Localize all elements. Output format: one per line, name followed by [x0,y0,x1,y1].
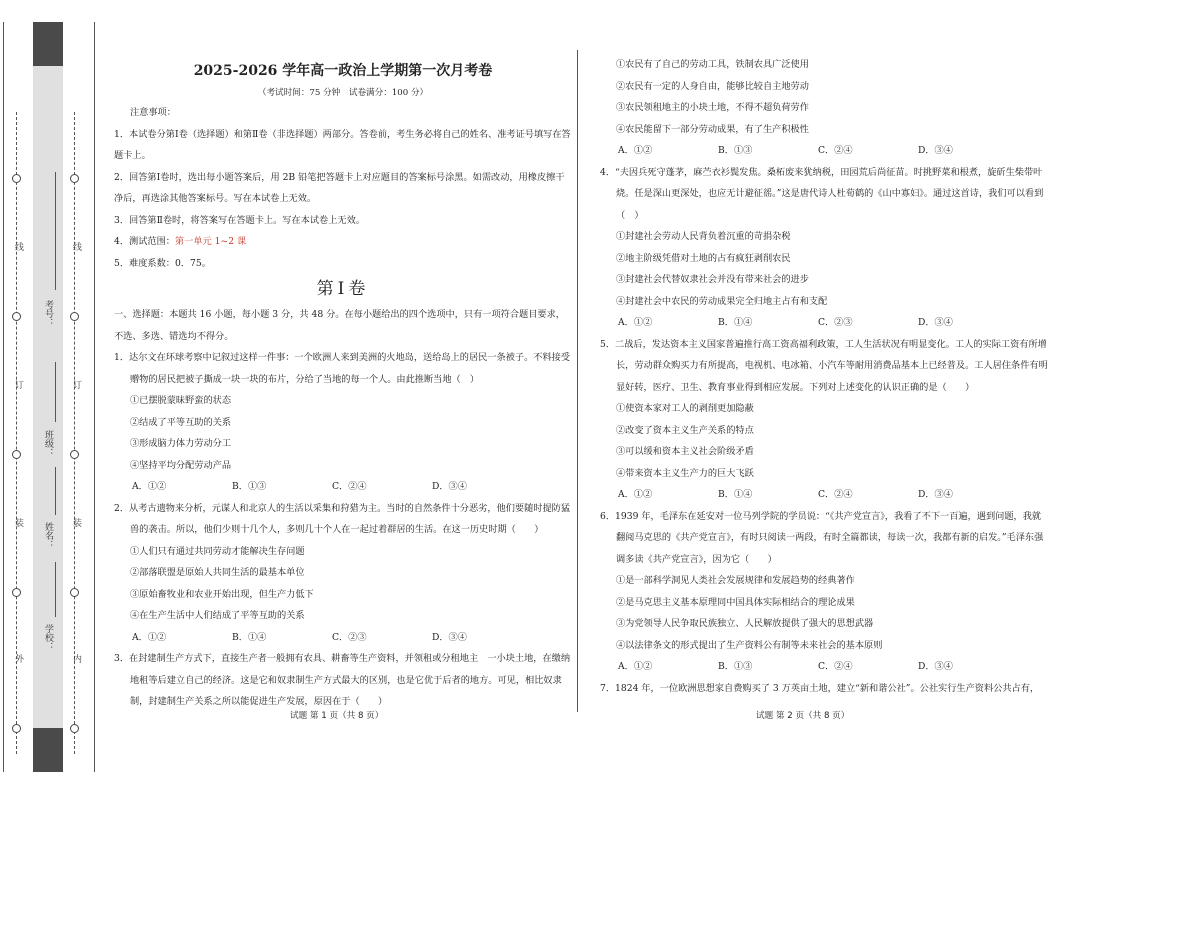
section-instructions: 一、选择题：本题共 16 小题，每小题 3 分，共 48 分。在每小题给出的四个选项中，只有一项符合题目要求，不选、多选、错选均不得分。 [114,309,565,342]
exam-title: 2025-2026 学年高一政治上学期第一次月考卷 [193,63,493,79]
question-item: ④在生产生活中人们结成了平等互助的关系 [130,610,305,621]
page-1-column [114,58,572,713]
question-item: ②地主阶级凭借对土地的占有疯狂剥削农民 [616,252,791,264]
option-b: B．①③ [232,481,267,492]
option-a: A．①② [618,145,653,156]
page-footer: 试题 第 1 页（共 8 页） [290,711,384,721]
option-b: B．①④ [718,317,753,328]
question-item: ③原始畜牧业和农业开始出现，但生产力低下 [130,588,314,600]
school-field[interactable] [55,562,56,617]
question-stem: 1．达尔文在环球考察中记叙过这样一件事：一个欧洲人来到美洲的火地岛，送给岛上的居民一条被子。不料接受赠物的居民把被子撕成一块一块的布片，分给了当地的每一个人。由此推断当地（ ） [114,352,571,385]
option-d: D．③④ [918,145,953,156]
notice-item [114,231,572,253]
question-item: ③农民领租地主的小块土地，不得不超负荷劳作 [616,102,809,113]
question-item: ③形成脑力体力劳动分工 [130,438,232,449]
question-stem: 6．1939 年，毛泽东在延安对一位马列学院的学员说：“《共产党宣言》，我看了不下一百遍，遇到问题，我就翻阅马克思的《共产党宣言》，有时只阅读一两段，有时全篇都读，每读一次，我都有新的启发。”毛泽东强调多读《共产党宣言》，因为它（ ） [600,510,1044,565]
hole-marker-circle [12,588,21,597]
question-stem: 7．1824 年，一位欧洲思想家自费购买了 3 万英亩土地，建立“新和谐公社”。公社实行生产资料公共占有， [600,682,1040,694]
hole-marker-circle [70,588,79,597]
hole-marker-circle [70,312,79,321]
binding-strip-cap [33,22,63,66]
question-item: ④带来资本主义生产力的巨大飞跃 [616,467,754,479]
option-c: C．②④ [332,481,367,492]
option-a: A．①② [132,481,167,492]
notice-heading: 注意事项： [130,107,176,118]
question-item: ②结成了平等互助的关系 [130,416,232,428]
exam-subtitle: （考试时间：75 分钟 试卷满分：100 分） [257,88,429,98]
question-item: ①农民有了自己的劳动工具，铁制农具广泛使用 [616,59,809,70]
margin-char: 内 [71,654,81,663]
name-field[interactable] [55,467,56,515]
answer-options [600,656,1050,678]
option-c: C．②④ [818,661,853,672]
question-item: ④以法律条文的形式提出了生产资料公有制等未来社会的基本原则 [616,639,883,651]
question-item: ④坚持平均分配劳动产品 [130,459,232,471]
option-d: D．③④ [918,661,953,672]
question-item: ③封建社会代替奴隶社会并没有带来社会的进步 [616,274,809,285]
question-item: ①封建社会劳动人民背负着沉重的苛捐杂税 [616,231,791,242]
question-item: ②是马克思主义基本原理同中国具体实际相结合的理论成果 [616,596,855,608]
question-item: ③为党领导人民争取民族独立、人民解放提供了强大的思想武器 [616,618,874,629]
margin-border-line [94,22,95,772]
hole-marker-circle [12,450,21,459]
exam-number-label: 考号： [43,300,53,327]
question-item: ①人们只有通过共同劳动才能解决生存问题 [130,545,305,557]
option-d: D．③④ [432,481,467,492]
hole-marker-circle [70,724,79,733]
exam-number-field[interactable] [55,172,56,290]
margin-char: 线 [71,242,81,251]
margin-char: 外 [13,654,23,663]
notice-item: 1．本试卷分第Ⅰ卷（选择题）和第Ⅱ卷（非选择题）两部分。答卷前，考生务必将自己的姓名、准考证号填写在答题卡上。 [114,128,571,161]
notice-item: 2．回答第Ⅰ卷时，选出每小题答案后，用 2B 铅笔把答题卡上对应题目的答案标号涂黑。如需改动，用橡皮擦干净后，再选涂其他答案标号。写在本试卷上无效。 [114,171,565,204]
school-label: 学校： [43,624,53,651]
option-b: B．①④ [718,489,753,500]
option-d: D．③④ [918,317,953,328]
answer-options [114,476,572,498]
answer-options [600,312,1050,334]
margin-border-line [3,22,4,772]
page-divider [577,50,578,712]
option-a: A．①② [618,489,653,500]
question-item: ①已摆脱蒙昧野蛮的状态 [130,395,232,406]
option-d: D．③④ [918,489,953,500]
margin-char: 装 [71,518,81,527]
notice-item: 3．回答第Ⅱ卷时，将答案写在答题卡上。写在本试卷上无效。 [114,214,365,226]
question-item: ③可以缓和资本主义社会阶级矛盾 [616,446,754,457]
binding-strip [33,22,63,772]
option-c: C．②④ [818,145,853,156]
answer-options [600,140,1050,162]
notice-scope-prefix: 4．测试范围： [114,236,175,247]
option-a: A．①② [618,661,653,672]
hole-marker-circle [12,724,21,733]
question-stem: 4．“夫因兵死守蓬茅，麻苎衣衫鬓发焦。桑柘废来犹纳税，田园荒后尚征苗。时挑野菜和根煮，旋斫生柴带叶烧。任是深山更深处，也应无计避征徭。”这是唐代诗人杜荀鹤的《山中寡妇》。通过这首诗，我们可以看到（ ） [600,166,1044,221]
notice-item: 5．难度系数：0．75。 [114,257,211,269]
binding-strip-cap [33,728,63,772]
question-item: ④封建社会中农民的劳动成果完全归地主占有和支配 [616,295,828,307]
notice-scope-value: 第一单元 1~2 课 [174,236,247,247]
question-item: ①使资本家对工人的剥削更加隐蔽 [616,403,754,414]
hole-marker-circle [12,312,21,321]
hole-marker-circle [70,450,79,459]
section-heading: 第Ⅰ卷 [316,279,370,299]
answer-options [114,627,572,649]
margin-char: 订 [13,380,23,389]
question-stem: 5．二战后，发达资本主义国家普遍推行高工资高福利政策，工人生活状况有明显变化。工人的实际工资有所增长，劳动群众购买力有所提高，电视机、电冰箱、小汽车等耐用消费品基本上已经普及。工人居住条件有明显好转，医疗、卫生、教育事业得到相应发展。下列对上述变化的认识正确的是（ ） [600,338,1048,393]
margin-char: 订 [71,380,81,389]
option-a: A．①② [618,317,653,328]
class-label: 班级： [43,430,53,457]
option-c: C．②③ [818,317,853,328]
option-b: B．①③ [718,661,753,672]
option-d: D．③④ [432,631,467,643]
page-2-column [600,54,1050,699]
question-item: ②农民有一定的人身自由，能够比较自主地劳动 [616,80,809,92]
option-a: A．①② [132,631,167,643]
name-label: 姓名： [43,522,53,549]
margin-char: 线 [13,242,23,251]
question-item: ④农民能留下一部分劳动成果，有了生产积极性 [616,123,809,135]
hole-marker-circle [70,174,79,183]
question-item: ②部落联盟是原始人共同生活的最基本单位 [130,567,305,578]
class-field[interactable] [55,362,56,422]
binding-margin [2,22,94,772]
option-b: B．①④ [232,631,267,643]
option-c: C．②③ [332,631,367,643]
margin-char: 装 [13,518,23,527]
answer-options [600,484,1050,506]
option-b: B．①③ [718,145,753,156]
question-stem: 2．从考古遗物来分析，元谋人和北京人的生活以采集和狩猎为主。当时的自然条件十分恶劣，他们要随时提防猛兽的袭击。所以，他们少则十几个人，多则几十个人在一起过着群居的生活。在这一历史时期（ ） [114,502,571,535]
page-footer: 试题 第 2 页（共 8 页） [756,711,850,721]
hole-marker-circle [12,174,21,183]
question-item: ①是一部科学洞见人类社会发展规律和发展趋势的经典著作 [616,575,855,586]
question-stem: 3．在封建制生产方式下，直接生产者一般拥有农具、耕畜等生产资料，并领租或分租地主 一小块土地，在缴纳地租等后建立自己的经济。这是它和奴隶制生产方式最大的区别，也是它优于后者的地方。可见，相比奴隶制，封建制生产关系之所以能促进生产发展，原因在于（ ） [114,653,571,707]
option-c: C．②④ [818,489,853,500]
question-item: ②改变了资本主义生产关系的特点 [616,424,754,436]
